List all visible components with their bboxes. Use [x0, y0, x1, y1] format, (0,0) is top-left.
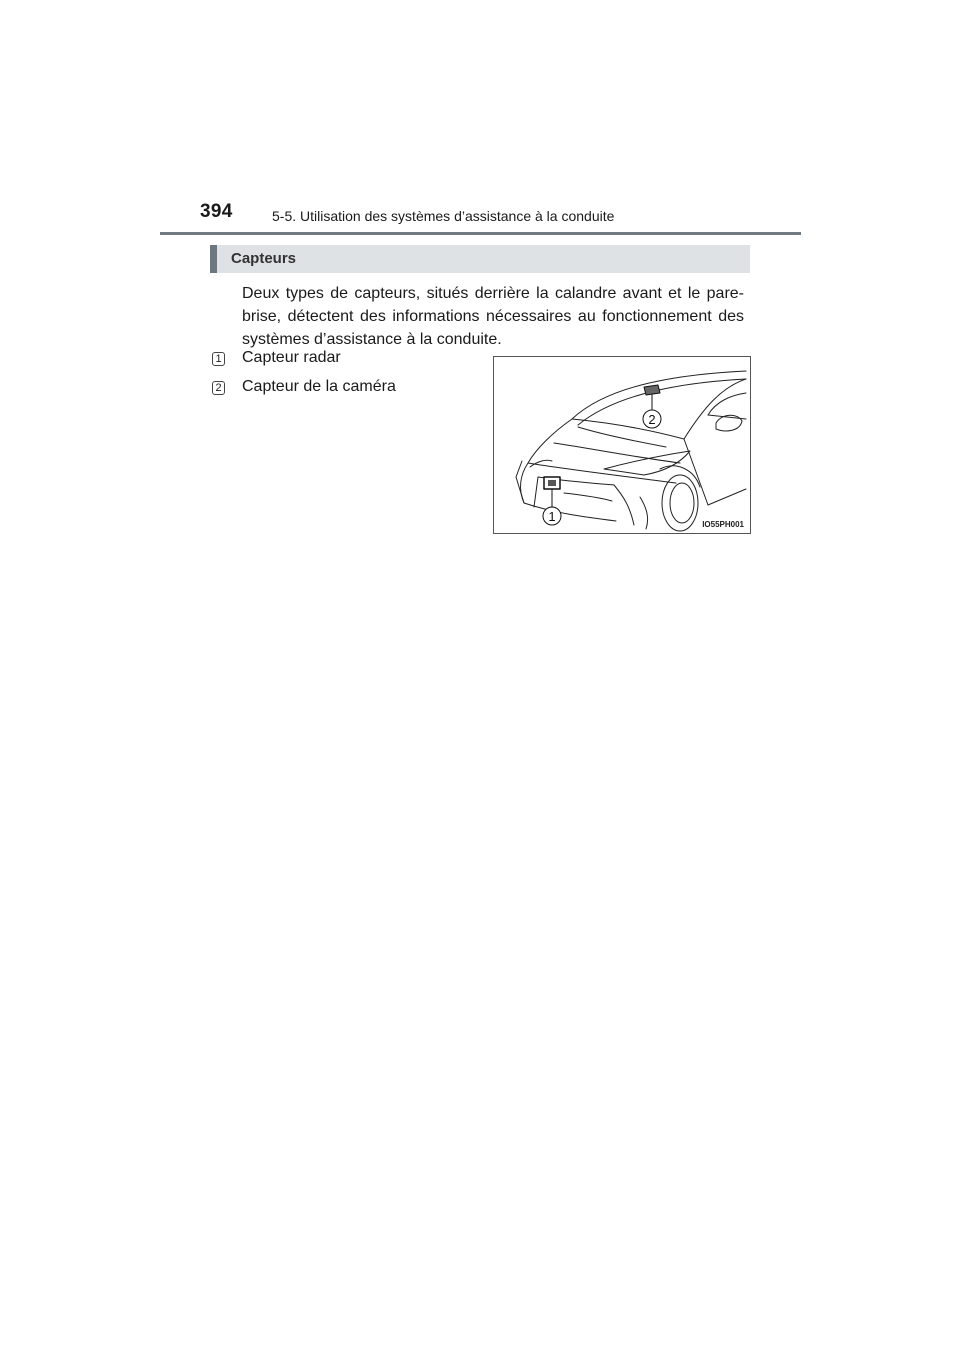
legend-label: Capteur de la caméra — [242, 378, 396, 395]
section-body-text: Deux types de capteurs, situés derrière la calandre avant et le pare-brise, détectent des informations nécessaires au fonctionnement des systèmes d’assistance à la conduite. — [242, 285, 744, 348]
chapter-title: 5-5. Utilisation des systèmes d’assistance à la conduite — [272, 208, 615, 224]
car-line-drawing — [494, 357, 750, 533]
section-title: Capteurs — [231, 250, 297, 267]
header-divider — [160, 232, 801, 235]
callout-label: 2 — [648, 412, 656, 427]
number-badge: 1 — [212, 352, 225, 366]
number-badge: 2 — [212, 381, 225, 395]
legend-label: Capteur radar — [242, 349, 341, 366]
callout-label: 1 — [548, 509, 556, 524]
section-heading-bar — [210, 245, 750, 273]
car-sensor-illustration — [493, 356, 751, 534]
figure-code: IO55PH001 — [702, 520, 744, 529]
page-number: 394 — [200, 201, 233, 222]
